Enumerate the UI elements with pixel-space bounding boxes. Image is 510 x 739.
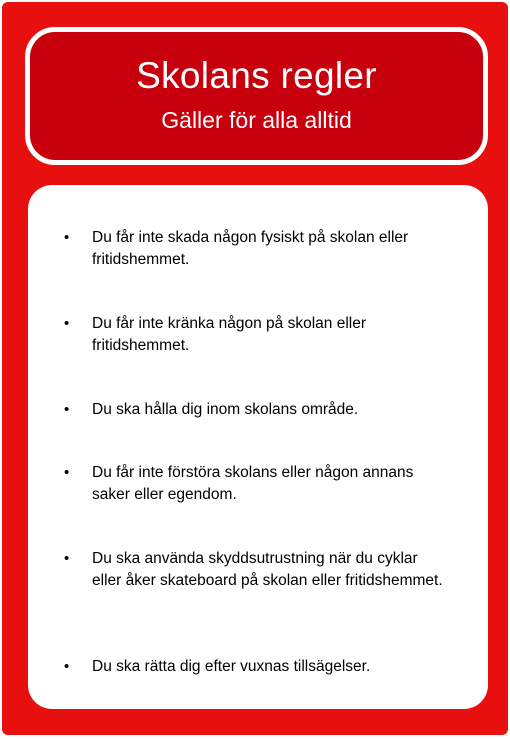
rule-text: Du får inte förstöra skolans eller någon annans saker eller egendom.: [92, 464, 414, 503]
list-item: [28, 656, 448, 678]
bullet-icon: •: [64, 315, 70, 332]
bullet-icon: •: [64, 229, 70, 246]
bullet-icon: •: [64, 658, 70, 675]
header-banner: [25, 27, 488, 165]
page-title: Skolans regler: [136, 55, 377, 96]
rules-poster: [2, 2, 508, 735]
rule-text: Du ska använda skyddsutrustning när du cyklar eller åker skateboard på skolan eller fritidshemmet.: [92, 550, 443, 589]
list-item: [28, 399, 448, 421]
bullet-icon: •: [64, 550, 70, 567]
bullet-icon: •: [64, 401, 70, 418]
list-item: [28, 548, 448, 592]
page-subtitle: Gäller för alla alltid: [161, 107, 352, 133]
rule-text: Du ska hålla dig inom skolans område.: [92, 401, 359, 418]
rule-text: Du får inte skada någon fysiskt på skolan eller fritidshemmet.: [92, 229, 409, 268]
bullet-icon: •: [64, 464, 70, 481]
rule-text: Du ska rätta dig efter vuxnas tillsägelser.: [92, 658, 371, 675]
list-item: [28, 313, 448, 357]
list-item: [28, 227, 448, 271]
rules-panel: [28, 185, 488, 709]
list-item: [28, 462, 448, 506]
rule-text: Du får inte kränka någon på skolan eller fritidshemmet.: [92, 315, 366, 354]
